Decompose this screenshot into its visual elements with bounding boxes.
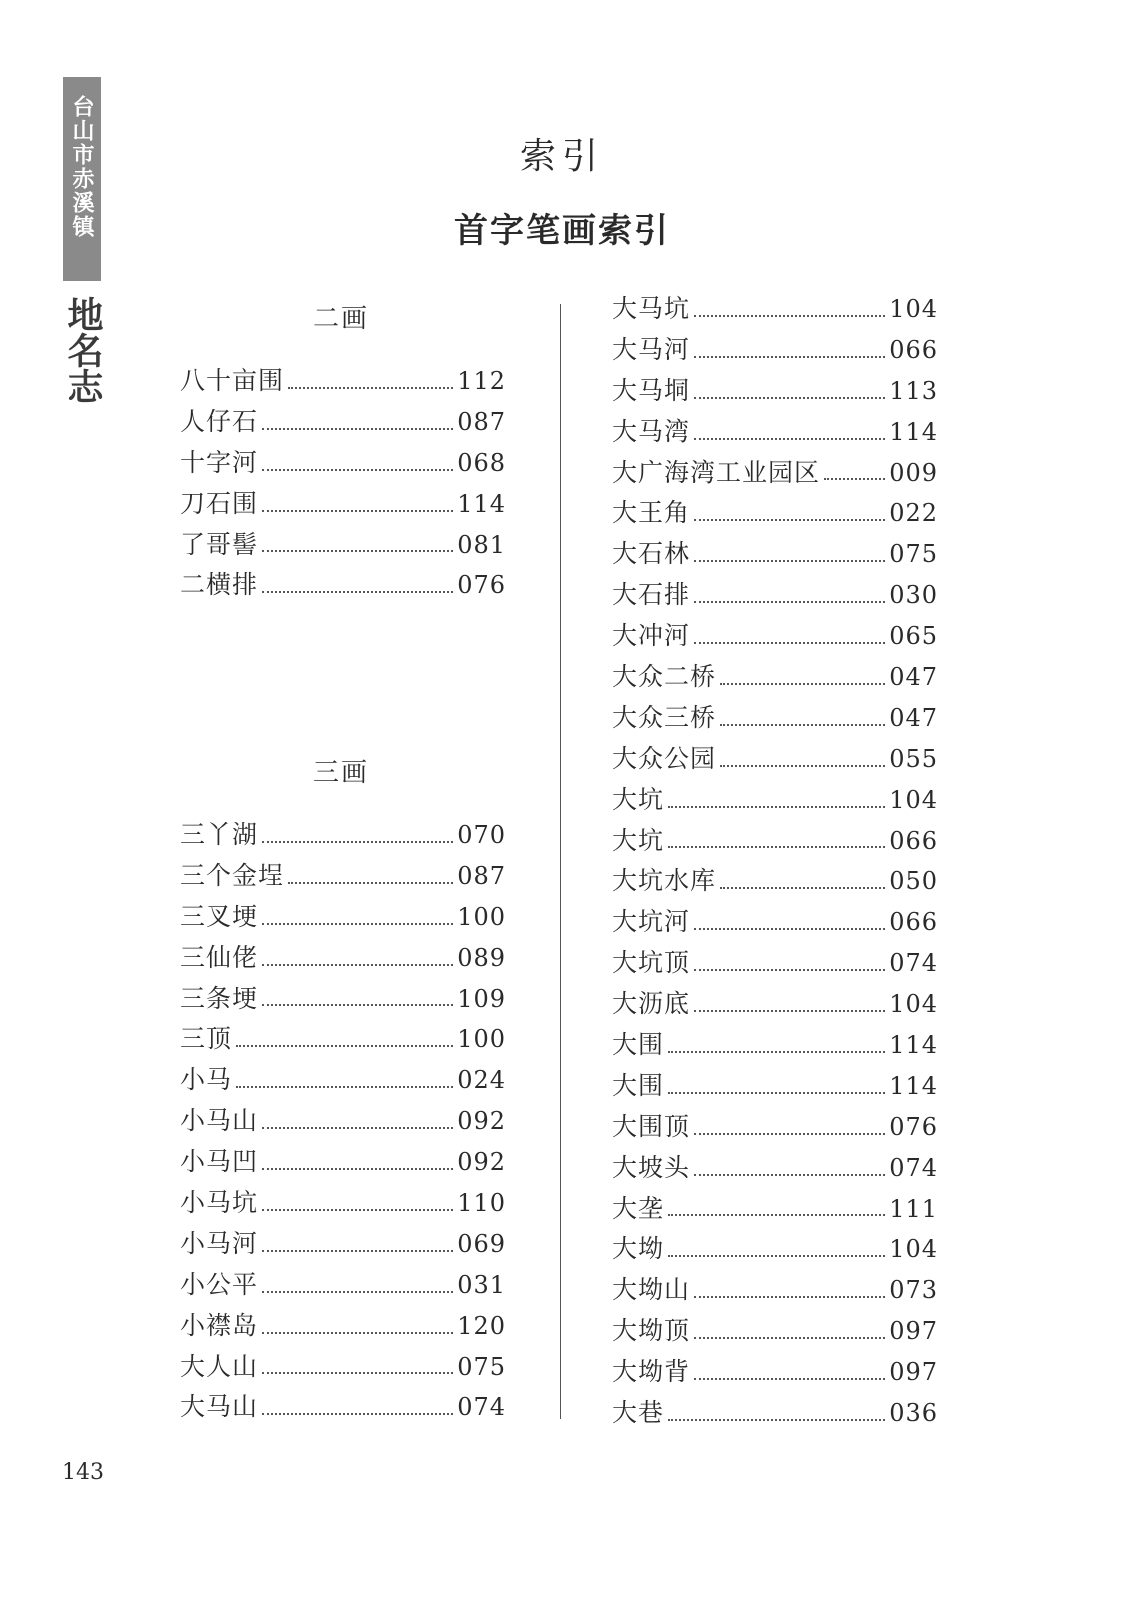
index-entry <box>180 1060 506 1101</box>
entry-page: 073 <box>889 1276 938 1305</box>
entry-page: 030 <box>889 581 938 610</box>
entry-name: 二横排 <box>180 570 259 600</box>
entry-page: 104 <box>889 990 938 1019</box>
entry-page: 109 <box>457 984 506 1013</box>
index-entry <box>180 443 506 484</box>
entry-page: 114 <box>889 417 938 446</box>
entry-name: 三顶 <box>180 1024 233 1054</box>
dot-leader <box>262 469 453 471</box>
index-entry <box>180 1265 506 1306</box>
entry-name: 三仙佬 <box>180 942 259 972</box>
entry-page: 075 <box>889 540 938 569</box>
entry-page: 055 <box>889 744 938 773</box>
entry-name: 大马河 <box>612 334 691 364</box>
index-entry <box>612 330 938 371</box>
dot-leader <box>288 882 453 884</box>
dot-leader <box>262 1209 453 1211</box>
dot-leader <box>694 601 885 603</box>
dot-leader <box>694 1010 885 1012</box>
dot-leader <box>694 969 885 971</box>
entry-name: 小马河 <box>180 1228 259 1258</box>
index-entry <box>612 1148 938 1189</box>
entry-name: 大众三桥 <box>612 702 717 732</box>
dot-leader <box>668 1214 885 1216</box>
index-entry <box>612 780 938 821</box>
index-entry <box>612 1107 938 1148</box>
index-entry <box>612 739 938 780</box>
entry-name: 刀石围 <box>180 488 259 518</box>
entry-page: 100 <box>457 902 506 931</box>
entry-page: 066 <box>889 826 938 855</box>
dot-leader <box>262 510 453 512</box>
entry-name: 三叉埂 <box>180 901 259 931</box>
entry-name: 大王角 <box>612 498 691 528</box>
group-heading-3-strokes: 三画 <box>312 758 369 788</box>
index-entry <box>612 1066 938 1107</box>
entry-name: 大人山 <box>180 1351 259 1381</box>
entry-name: 大围 <box>612 1030 665 1060</box>
entry-name: 小马坑 <box>180 1188 259 1217</box>
entry-page: 097 <box>889 1317 938 1346</box>
entry-name: 大马坑 <box>612 293 691 323</box>
index-entry <box>612 1352 938 1393</box>
dot-leader <box>668 1255 885 1257</box>
index-entry <box>180 815 506 856</box>
entry-name: 人仔石 <box>180 406 259 436</box>
dot-leader <box>262 1127 453 1129</box>
index-entry <box>180 1183 506 1224</box>
entry-name: 大垄 <box>612 1193 665 1223</box>
index-entry <box>612 1270 938 1311</box>
entry-name: 小公平 <box>180 1269 259 1299</box>
index-entry <box>612 1311 938 1352</box>
dot-leader <box>262 1332 453 1334</box>
index-entry <box>612 1229 938 1270</box>
entry-page: 100 <box>457 1025 506 1054</box>
dot-leader <box>694 642 885 644</box>
dot-leader <box>262 1250 453 1252</box>
dot-leader <box>720 683 885 685</box>
dot-leader <box>262 1413 453 1415</box>
entry-name: 大围顶 <box>612 1111 691 1141</box>
entry-name: 大坑水库 <box>612 866 717 896</box>
index-entry <box>612 657 938 698</box>
dot-leader <box>262 591 453 593</box>
entry-page: 066 <box>889 908 938 937</box>
dot-leader <box>668 1092 885 1094</box>
dot-leader <box>262 428 453 430</box>
entry-name: 大马湾 <box>612 416 691 446</box>
entry-page: 087 <box>457 861 506 890</box>
index-entry <box>612 1025 938 1066</box>
index-entry <box>612 821 938 862</box>
entry-page: 074 <box>457 1393 506 1422</box>
entry-name: 大马山 <box>180 1392 259 1422</box>
entry-name: 大坳顶 <box>612 1316 691 1346</box>
dot-leader <box>694 1133 885 1135</box>
index-entry <box>180 484 506 525</box>
entry-page: 065 <box>889 622 938 651</box>
dot-leader <box>694 356 885 358</box>
entry-page: 114 <box>889 1071 938 1100</box>
entry-page: 050 <box>889 867 938 896</box>
entry-page: 089 <box>457 943 506 972</box>
column-divider <box>560 304 561 1419</box>
entry-name: 十字河 <box>180 447 259 477</box>
index-entry <box>180 1142 506 1183</box>
dot-leader <box>262 1291 453 1293</box>
dot-leader <box>262 1372 453 1374</box>
entry-page: 074 <box>889 949 938 978</box>
entry-name: 大围 <box>612 1070 665 1100</box>
index-entry <box>612 453 938 494</box>
entry-name: 大冲河 <box>612 621 691 651</box>
entry-page: 076 <box>457 571 506 600</box>
index-entry <box>180 979 506 1020</box>
entry-page: 022 <box>889 499 938 528</box>
dot-leader <box>694 928 885 930</box>
entry-name: 小襟岛 <box>180 1310 259 1340</box>
dot-leader <box>262 923 453 925</box>
entry-name: 大坑 <box>612 825 665 855</box>
index-entry <box>180 1224 506 1265</box>
index-entry <box>180 1387 506 1428</box>
index-entry <box>612 984 938 1025</box>
index-entry <box>180 525 506 566</box>
dot-leader <box>668 1419 885 1421</box>
index-entry <box>612 698 938 739</box>
entry-page: 114 <box>457 489 506 518</box>
entry-page: 069 <box>457 1229 506 1258</box>
index-entry <box>612 289 938 330</box>
entry-name: 小马凹 <box>180 1147 259 1177</box>
dot-leader <box>720 724 885 726</box>
entry-page: 111 <box>889 1194 938 1223</box>
index-entry <box>612 493 938 534</box>
index-entry <box>612 575 938 616</box>
page-number: 143 <box>62 1460 104 1485</box>
dot-leader <box>668 1051 885 1053</box>
entry-name: 大坳 <box>612 1234 665 1264</box>
entry-name: 三条埂 <box>180 983 259 1013</box>
entry-page: 104 <box>889 785 938 814</box>
entry-name: 大巷 <box>612 1398 665 1428</box>
entry-page: 075 <box>457 1352 506 1381</box>
entry-name: 三个金埕 <box>180 860 285 890</box>
entry-name: 了哥髻 <box>180 529 259 559</box>
entry-page: 120 <box>457 1311 506 1340</box>
index-entry <box>180 897 506 938</box>
index-entry <box>612 861 938 902</box>
entry-page: 110 <box>457 1189 506 1217</box>
entry-name: 大沥底 <box>612 989 691 1019</box>
entry-name: 大广海湾工业园区 <box>612 457 821 487</box>
page-title: 索引 <box>519 136 604 177</box>
entry-page: 068 <box>457 448 506 477</box>
index-entry <box>612 902 938 943</box>
dot-leader <box>262 550 453 552</box>
entry-name: 大众二桥 <box>612 662 717 691</box>
dot-leader <box>694 1296 885 1298</box>
dot-leader <box>694 519 885 521</box>
index-entry <box>612 616 938 657</box>
entry-page: 081 <box>457 530 506 559</box>
index-entry <box>180 856 506 897</box>
entry-page: 092 <box>457 1107 506 1136</box>
entry-page: 036 <box>889 1399 938 1428</box>
dot-leader <box>694 1378 885 1380</box>
entry-page: 104 <box>889 294 938 323</box>
dot-leader <box>236 1086 453 1088</box>
entry-name: 大石排 <box>612 580 691 610</box>
index-entry <box>612 943 938 984</box>
entry-page: 092 <box>457 1148 506 1177</box>
entry-page: 097 <box>889 1358 938 1387</box>
dot-leader <box>694 1337 885 1339</box>
dot-leader <box>694 397 885 399</box>
dot-leader <box>694 1174 885 1176</box>
entry-name: 大众公园 <box>612 743 717 773</box>
entry-page: 009 <box>889 458 938 487</box>
dot-leader <box>694 560 885 562</box>
entry-page: 070 <box>457 820 506 849</box>
index-entry <box>180 1101 506 1142</box>
group-heading-2-strokes: 二画 <box>312 304 369 334</box>
entry-name: 八十亩围 <box>180 365 285 395</box>
index-group-2-strokes <box>180 361 506 606</box>
entry-page: 047 <box>889 703 938 732</box>
dot-leader <box>262 1004 453 1006</box>
dot-leader <box>262 1168 453 1170</box>
index-entry <box>180 361 506 402</box>
entry-name: 大坑河 <box>612 907 691 937</box>
entry-page: 087 <box>457 407 506 436</box>
book-subtitle-block <box>60 296 104 404</box>
entry-name: 小马 <box>180 1065 233 1095</box>
entry-name: 小马山 <box>180 1106 259 1136</box>
dot-leader <box>668 806 885 808</box>
book-subtitle: 地名志 <box>62 296 103 404</box>
dot-leader <box>262 841 453 843</box>
index-right-column <box>612 289 938 1434</box>
index-entry <box>180 938 506 979</box>
entry-page: 113 <box>889 376 938 405</box>
entry-page: 047 <box>889 663 938 691</box>
entry-name: 大马垌 <box>612 375 691 405</box>
section-title: 首字笔画索引 <box>454 211 670 251</box>
entry-page: 031 <box>457 1270 506 1299</box>
entry-page: 114 <box>889 1031 938 1060</box>
index-entry <box>180 1019 506 1060</box>
dot-leader <box>236 1045 453 1047</box>
entry-name: 大坳山 <box>612 1275 691 1305</box>
entry-name: 三丫湖 <box>180 819 259 849</box>
entry-name: 大坑顶 <box>612 948 691 978</box>
index-entry <box>612 534 938 575</box>
entry-page: 066 <box>889 335 938 364</box>
dot-leader <box>694 315 885 317</box>
entry-name: 大坡头 <box>612 1152 691 1182</box>
entry-name: 大石林 <box>612 539 691 569</box>
index-group-3-strokes <box>180 815 506 1428</box>
dot-leader <box>262 964 453 966</box>
entry-name: 大坑 <box>612 784 665 814</box>
dot-leader <box>720 887 885 889</box>
dot-leader <box>668 846 885 848</box>
index-entry <box>180 565 506 606</box>
entry-page: 112 <box>457 366 506 395</box>
dot-leader <box>824 478 885 480</box>
entry-name: 大坳背 <box>612 1357 691 1387</box>
index-entry <box>612 1189 938 1230</box>
index-entry <box>612 1393 938 1434</box>
index-entry <box>180 1347 506 1388</box>
index-entry <box>180 402 506 443</box>
entry-page: 076 <box>889 1112 938 1141</box>
dot-leader <box>720 765 885 767</box>
dot-leader <box>694 438 885 440</box>
index-entry <box>180 1306 506 1347</box>
entry-page: 074 <box>889 1153 938 1182</box>
book-title: 台山市赤溪镇 <box>69 95 95 239</box>
entry-page: 024 <box>457 1066 506 1095</box>
entry-page: 104 <box>889 1235 938 1264</box>
dot-leader <box>288 387 453 389</box>
index-entry <box>612 371 938 412</box>
index-entry <box>612 412 938 453</box>
